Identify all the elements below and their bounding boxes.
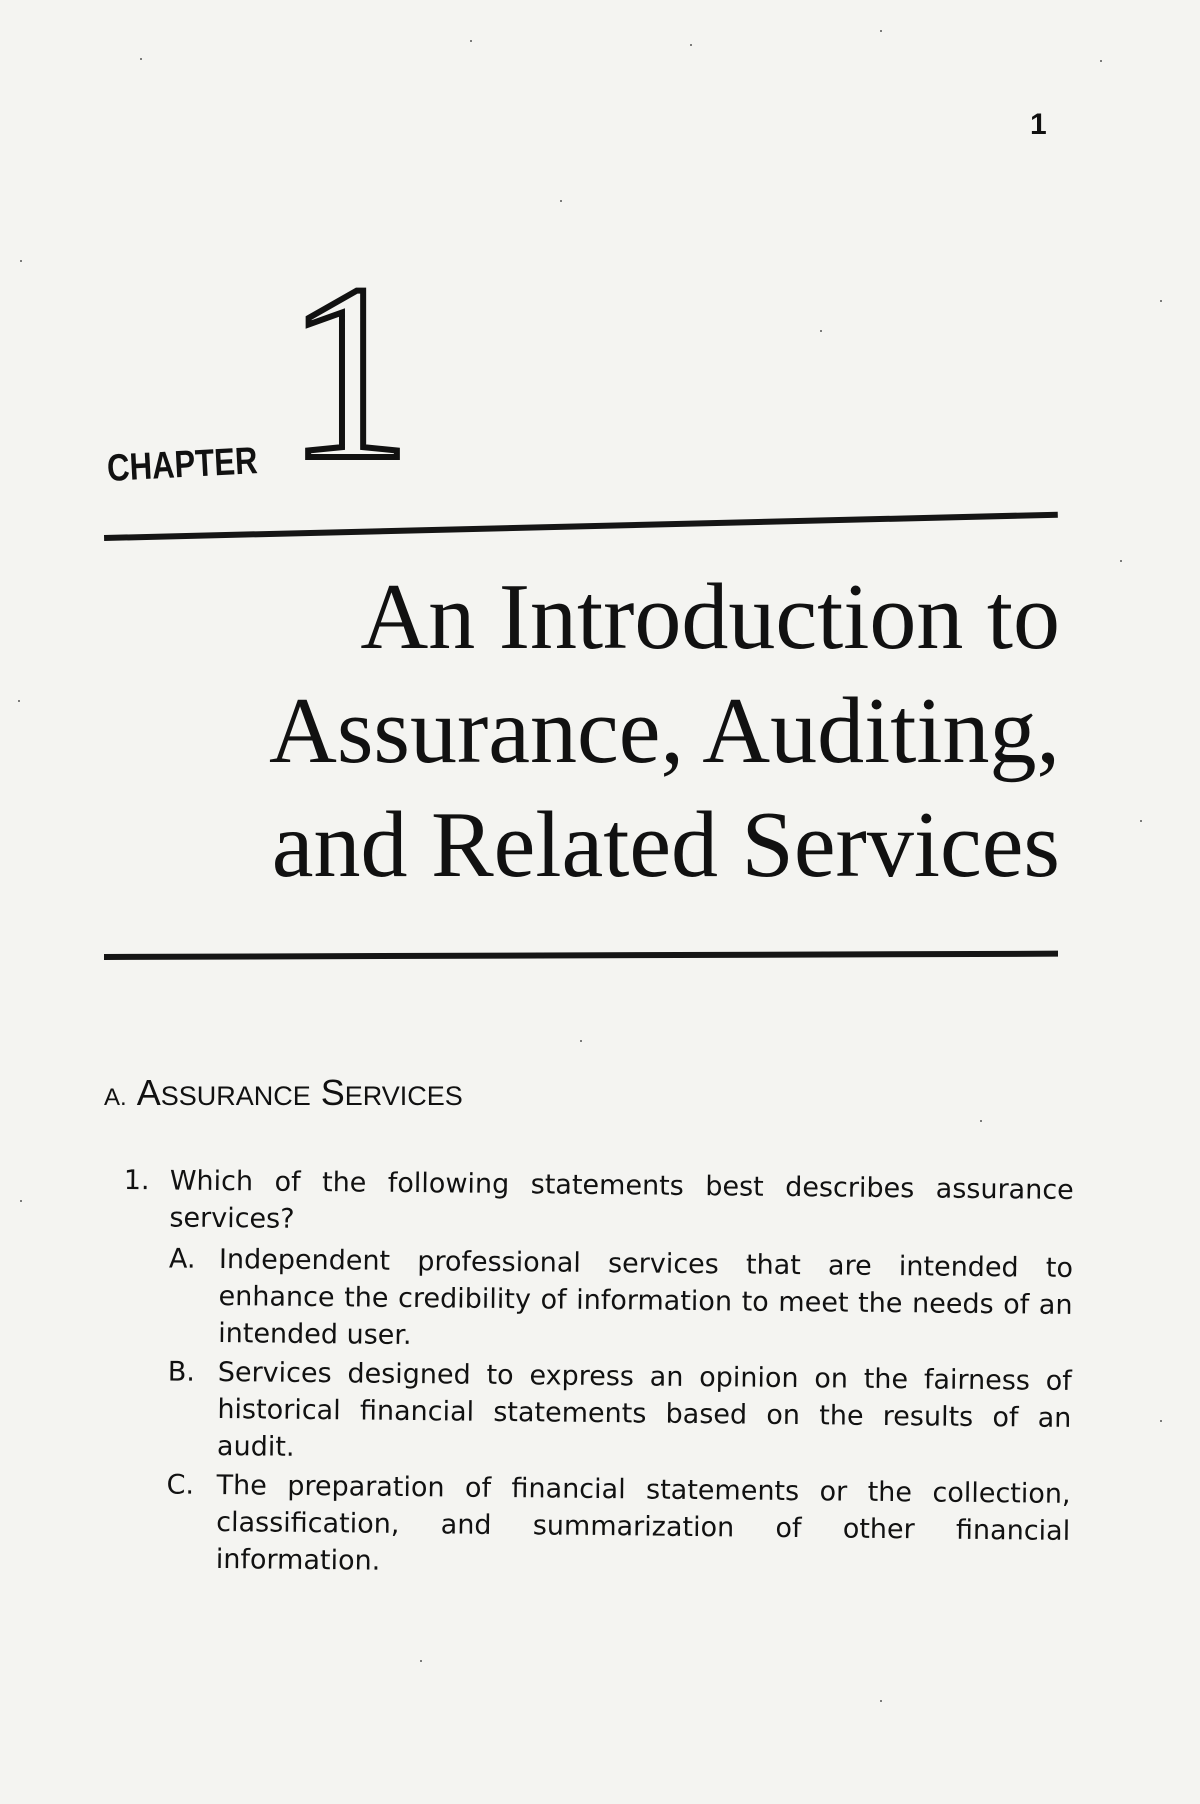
scan-speck <box>1120 560 1122 562</box>
section-heading-rest-2: ERVICES <box>344 1081 463 1111</box>
choice-a <box>168 1240 1073 1360</box>
title-rule-bottom <box>104 951 1058 960</box>
chapter-title-line-1: An Introduction to <box>360 565 1060 669</box>
section-heading-initial-2: S <box>320 1072 345 1113</box>
question-1 <box>120 1162 1074 1589</box>
choice-text: Independent professional services that are intended to enhance the credibility of information to meet the needs of an intended user. <box>218 1244 1074 1352</box>
scan-speck <box>420 1660 422 1662</box>
section-heading <box>104 1072 463 1114</box>
scan-speck <box>580 1040 582 1042</box>
scan-speck <box>1160 1420 1162 1422</box>
section-heading-initial-1: A <box>136 1072 161 1113</box>
scan-speck <box>820 330 822 332</box>
scan-speck <box>140 58 142 60</box>
chapter-label: CHAPTER <box>106 440 259 490</box>
answer-choices <box>120 1240 1073 1587</box>
scan-speck <box>560 200 562 202</box>
scan-speck <box>470 40 472 42</box>
scan-speck <box>1100 60 1102 62</box>
choice-c <box>166 1466 1071 1586</box>
choice-text: The preparation of financial statements or the collection, classification, and summarization of other financial information. <box>215 1469 1071 1577</box>
scan-speck <box>880 1700 882 1702</box>
choice-letter: B. <box>167 1356 196 1388</box>
scan-speck <box>20 260 22 262</box>
scan-speck <box>980 1120 982 1122</box>
choice-letter: A. <box>168 1243 196 1275</box>
chapter-title-line-3: and Related Services <box>271 793 1060 897</box>
question-number: 1. <box>123 1164 150 1197</box>
scan-speck <box>1140 820 1142 822</box>
section-letter: A. <box>104 1084 127 1111</box>
chapter-title <box>100 560 1060 902</box>
choice-letter: C. <box>166 1469 195 1501</box>
chapter-number: 1 <box>286 232 412 512</box>
scan-speck <box>880 30 882 32</box>
scan-speck <box>690 44 692 46</box>
scan-speck <box>1160 300 1162 302</box>
chapter-title-line-2: Assurance, Auditing, <box>268 679 1060 783</box>
scan-speck <box>18 700 20 702</box>
scan-speck <box>20 1200 22 1202</box>
choice-b <box>167 1353 1072 1473</box>
choice-text: Services designed to express an opinion on the fairness of historical financial statements based on the results of an audit. <box>216 1356 1072 1463</box>
page-number: 1 <box>1030 108 1047 141</box>
title-rule-top <box>104 512 1058 541</box>
section-heading-rest-1: SSURANCE <box>160 1081 311 1111</box>
question-stem <box>123 1162 1074 1246</box>
question-text: Which of the following statements best describes assurance services? <box>169 1165 1074 1235</box>
